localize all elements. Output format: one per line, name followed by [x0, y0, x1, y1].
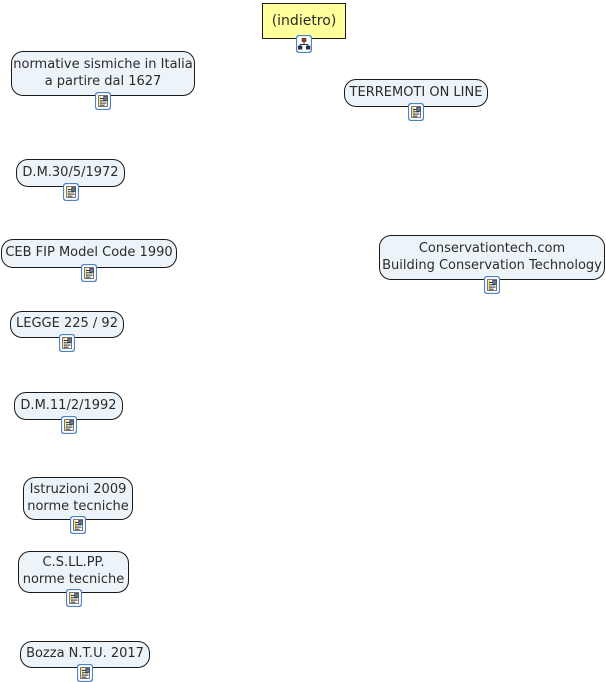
concept-node-label: norme tecniche: [22, 572, 125, 587]
resource-link-icon[interactable]: [63, 183, 79, 201]
resource-link-icon[interactable]: [61, 416, 77, 434]
concept-node-conservationtech[interactable]: [379, 235, 605, 280]
concept-node-label: a partire dal 1627: [44, 73, 162, 89]
concept-node-label: TERREMOTI ON LINE: [349, 84, 483, 100]
concept-node-label: C.S.LL.PP.: [42, 555, 105, 571]
concept-node-label: Conservationtech.com: [418, 240, 566, 256]
concept-node-label: Istruzioni 2009: [29, 481, 127, 497]
concept-node-label: D.M.11/2/1992: [20, 397, 117, 413]
resource-link-icon[interactable]: [81, 264, 97, 282]
resource-link-icon[interactable]: [70, 516, 86, 534]
concept-node-label: CEB FIP Model Code 1990: [5, 245, 173, 261]
resource-link-icon[interactable]: [66, 589, 82, 607]
concept-node-label: D.M.30/5/1972: [22, 164, 119, 180]
submap-link-icon[interactable]: [296, 35, 312, 53]
concept-node-indietro[interactable]: [262, 3, 346, 39]
resource-link-icon[interactable]: [95, 92, 111, 110]
concept-node-csllpp[interactable]: [18, 551, 129, 593]
concept-node-label: Building Conservation Technology: [382, 257, 602, 273]
concept-node-label: (indietro): [271, 12, 337, 29]
concept-node-label: norme tecniche: [27, 498, 129, 514]
resource-link-icon[interactable]: [77, 664, 93, 682]
concept-node-normative-sismiche[interactable]: [11, 51, 195, 96]
resource-link-icon[interactable]: [59, 334, 75, 352]
resource-link-icon[interactable]: [484, 276, 500, 294]
concept-node-label: LEGGE 225 / 92: [16, 316, 118, 332]
concept-node-label: normative sismiche in Italia: [13, 56, 193, 72]
concept-node-label: Bozza N.T.U. 2017: [26, 646, 144, 662]
concept-node-istruzioni-2009[interactable]: [23, 477, 133, 520]
resource-link-icon[interactable]: [408, 103, 424, 121]
